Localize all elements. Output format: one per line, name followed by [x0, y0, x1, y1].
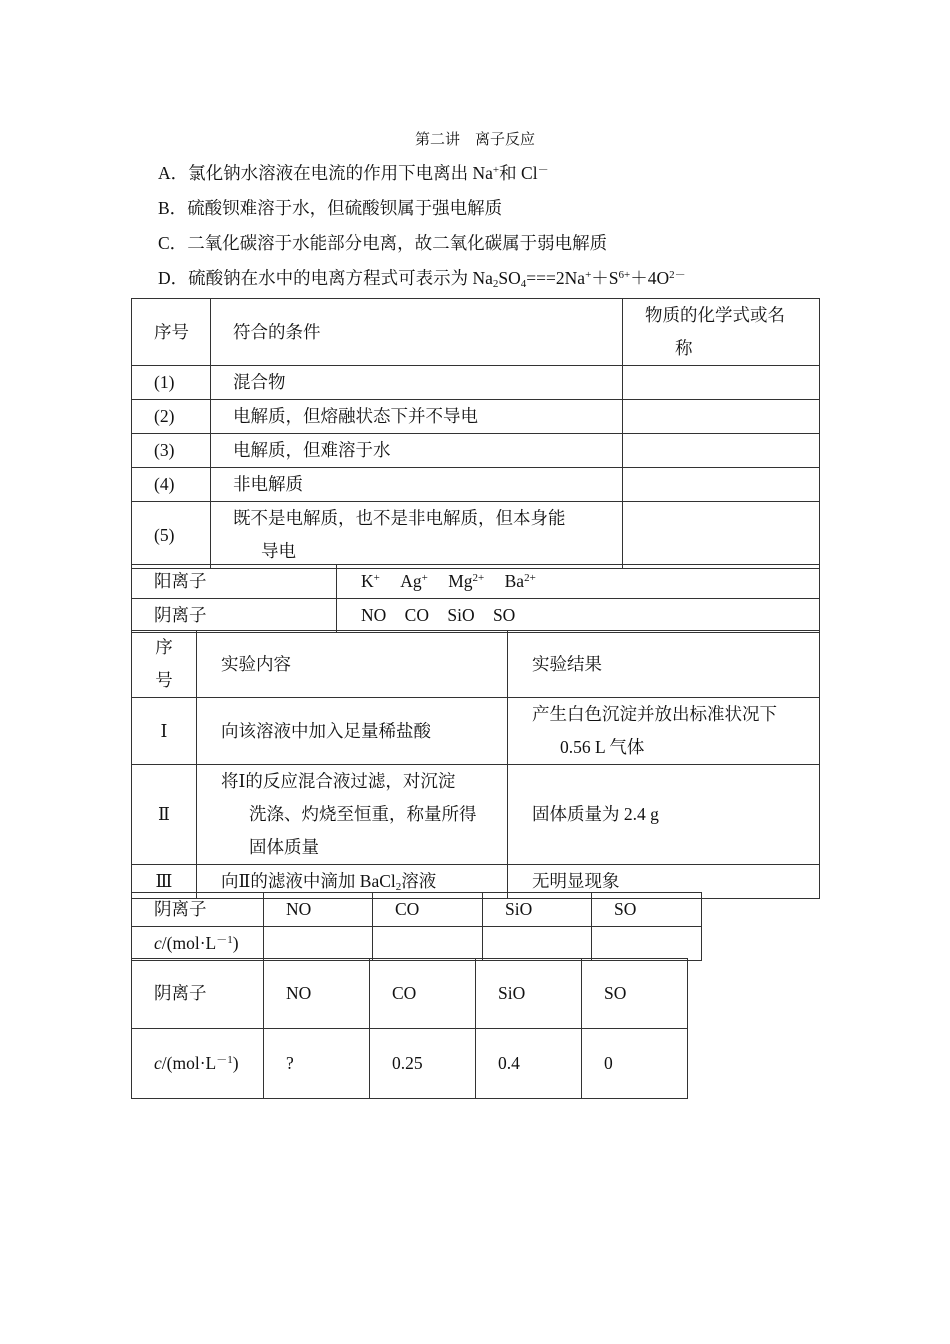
table-row: (2) 电解质，但熔融状态下并不导电: [132, 400, 820, 434]
table-row: Ⅱ 将Ⅰ的反应混合液过滤，对沉淀 洗涤、灼烧至恒重，称量所得 固体质量 固体质量为 2.4 g: [132, 765, 820, 865]
table-row: (3) 电解质，但难溶于水: [132, 434, 820, 468]
answer-cell: [623, 434, 820, 468]
answer-cell: [623, 502, 820, 569]
cation-list: K+ Ag+ $Mg^{2+}$ $Ba^{2+}$: [337, 565, 820, 599]
table-row: (1) 混合物: [132, 366, 820, 400]
option-b: B．硫酸钡难溶于水，但硫酸钡属于强电解质: [158, 198, 503, 218]
answer-cell: [483, 927, 592, 961]
header-formula: 物质的化学式或名 称: [623, 299, 820, 366]
answer-cell: [623, 400, 820, 434]
concentration-table-answer: 阴离子 NO CO SiO SO $c/(mol\cdot L^{-1})$ ? 0.25 0.4 0: [131, 958, 688, 1099]
answer-cell: [264, 927, 373, 961]
option-a: A．氯化钠水溶液在电流的作用下电离出 Na+和 Cl－: [158, 163, 549, 183]
header-result: 实验结果: [508, 631, 820, 698]
header-no: 序 号: [132, 631, 197, 698]
experiment-table: [131, 630, 820, 899]
answer-cell: [623, 468, 820, 502]
concentration-label: $c/(mol\cdot L^{-1})$: [132, 1029, 264, 1099]
answer-cell: [592, 927, 702, 961]
table-header-row: [132, 299, 820, 366]
option-d: D．硫酸钠在水中的电离方程式可表示为 $Na_2SO_4===2Na^++S^{6+}+4O^{2-}$: [158, 268, 686, 290]
header-content: 实验内容: [197, 631, 508, 698]
table-row: (4) 非电解质: [132, 468, 820, 502]
value-cell: 0.4: [476, 1029, 582, 1099]
header-no: 序号: [132, 299, 211, 366]
concentration-table-blank: 阴离子 NO CO SiO SO $c/(mol\cdot L^{-1})$: [131, 892, 702, 961]
anion-label: 阴离子: [132, 599, 337, 633]
table-row: (5) 既不是电解质，也不是非电解质，但本身能 导电: [132, 502, 820, 569]
answer-cell: [373, 927, 483, 961]
page-title: 第二讲 离子反应: [414, 132, 535, 148]
concentration-label: $c/(mol\cdot L^{-1})$: [132, 927, 264, 961]
ions-table: [131, 564, 820, 633]
table-row: Ⅰ 向该溶液中加入足量稀盐酸 产生白色沉淀并放出标准状况下 0.56 L 气体: [132, 698, 820, 765]
value-cell: 0: [582, 1029, 688, 1099]
value-cell: 0.25: [370, 1029, 476, 1099]
answer-cell: [623, 366, 820, 400]
cation-label: 阳离子: [132, 565, 337, 599]
table-row: Ⅲ 向Ⅱ的滤液中滴加 BaCl$_2$溶液 无明显现象: [132, 865, 820, 899]
value-cell: ?: [264, 1029, 370, 1099]
header-condition: 符合的条件: [211, 299, 623, 366]
anion-list: NO CO SiO SO: [337, 599, 820, 633]
option-c: C．二氧化碳溶于水能部分电离，故二氧化碳属于弱电解质: [158, 233, 608, 253]
conditions-table: [131, 298, 820, 569]
